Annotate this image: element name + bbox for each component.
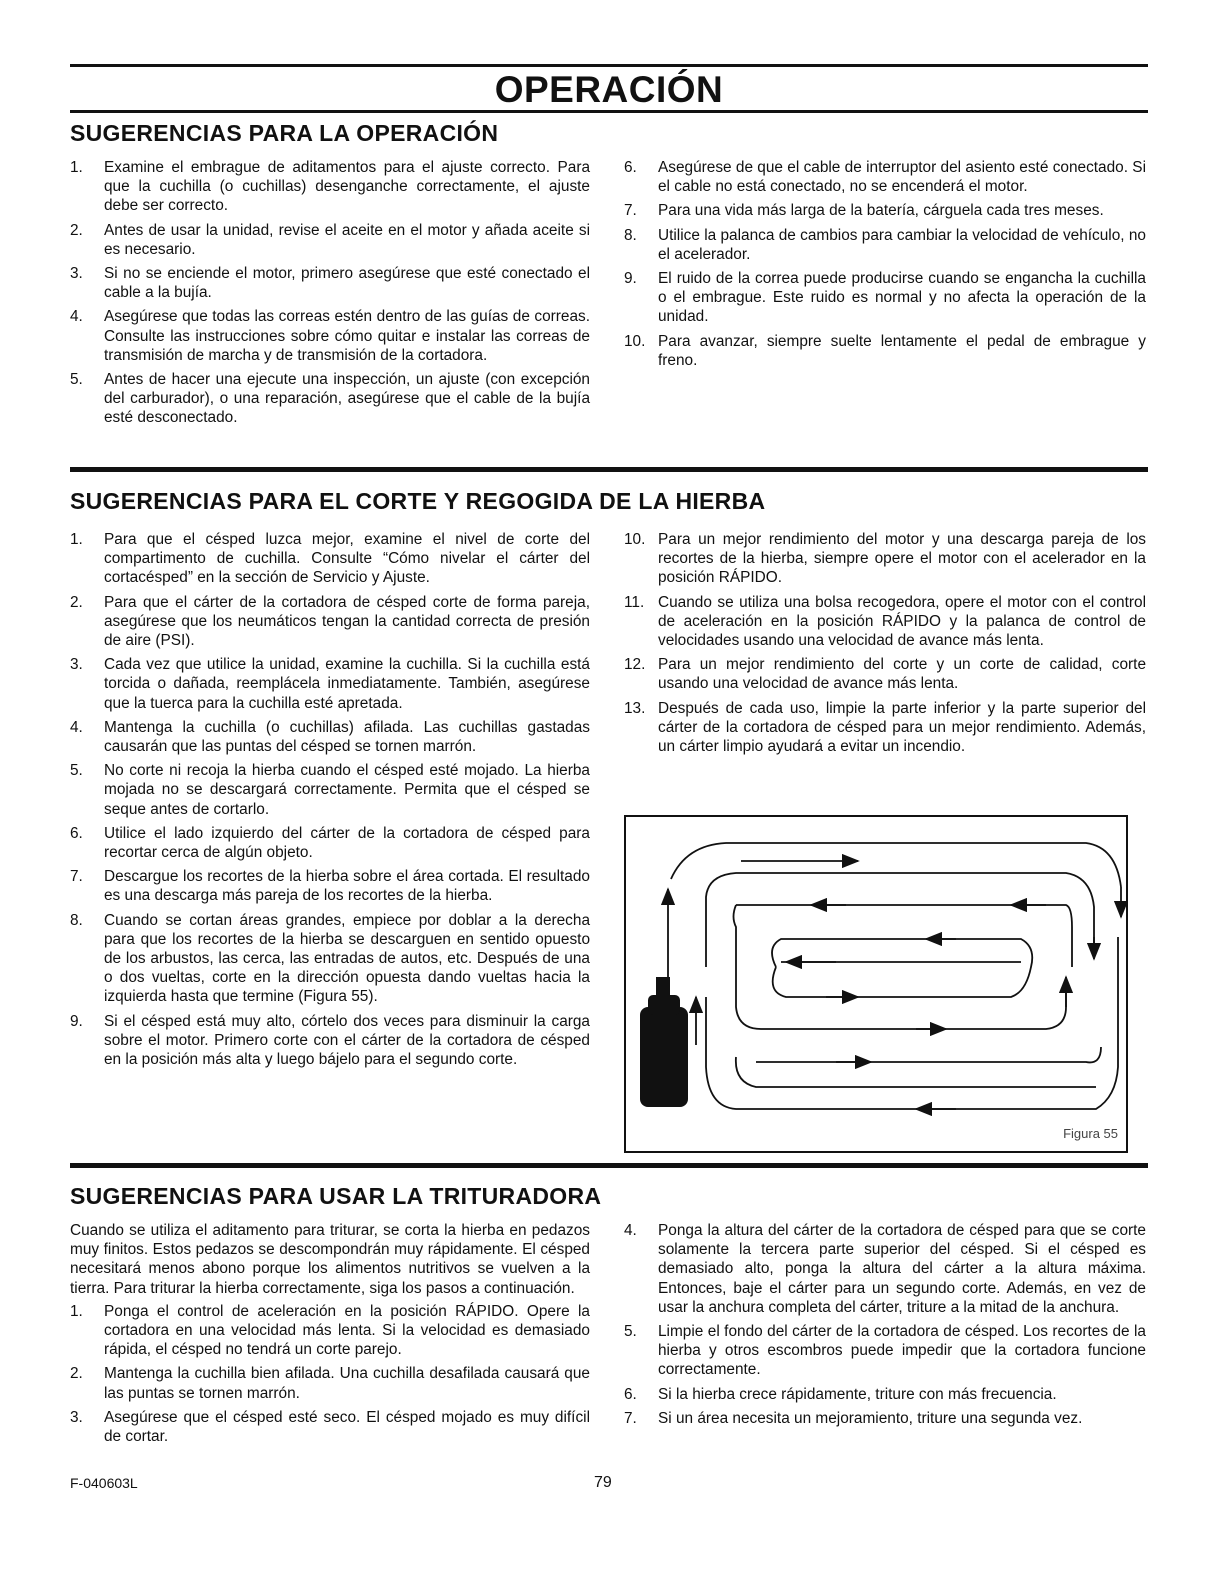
list-item xyxy=(70,655,590,713)
list-item-text: Mantenga la cuchilla (o cuchillas) afilada. Las cuchillas gastadas causarán que las puntas del césped se tornen marrón. xyxy=(104,718,590,756)
figure-caption: Figura 55 xyxy=(1063,1126,1118,1141)
list-item xyxy=(624,655,1146,693)
list-item xyxy=(624,1409,1146,1428)
list-item-text: Para un mejor rendimiento del motor y una descarga pareja de los recortes de la hierba, siempre opere el motor con el acelerador en la posición RÁPIDO. xyxy=(658,531,1146,587)
list-item-number: 1. xyxy=(70,159,83,176)
list-item xyxy=(70,824,590,862)
title-rule xyxy=(70,110,1148,113)
list-item-text: Para un mejor rendimiento del corte y un corte de calidad, corte usando una velocidad de avance más lenta. xyxy=(658,656,1146,693)
list-item-number: 11. xyxy=(624,593,645,611)
list-item xyxy=(624,269,1146,327)
page-number: 79 xyxy=(594,1474,612,1491)
trituradora-left-list xyxy=(70,1302,590,1446)
list-item-text: Si un área necesita un mejoramiento, triture una segunda vez. xyxy=(658,1409,1083,1427)
list-item-number: 7. xyxy=(624,202,637,220)
list-item xyxy=(70,221,590,259)
list-item-text: Asegúrese que el césped esté seco. El césped mojado es muy difícil de cortar. xyxy=(104,1408,590,1446)
list-item-number: 4. xyxy=(70,718,83,736)
list-item xyxy=(624,1385,1146,1404)
list-item xyxy=(624,332,1146,370)
figure-55-mowing-pattern xyxy=(624,815,1128,1153)
operacion-right-column xyxy=(624,158,1146,375)
list-item-number: 10. xyxy=(624,332,646,350)
section-title-trituradora: SUGERENCIAS PARA USAR LA TRITURADORA xyxy=(70,1183,602,1209)
mowing-pattern-diagram xyxy=(626,817,1126,1151)
trituradora-intro: Cuando se utiliza el aditamento para triturar, se corta la hierba en pedazos muy finitos. Estos pedazos se descompondrán muy rápidamente. El césped necesitará menos abono porque los alimentos nutritivos se vuelven a la tierra. Para triturar la hierba correctamente, siga los pasos a continuación. xyxy=(70,1222,590,1297)
operacion-left-list xyxy=(70,158,590,428)
list-item xyxy=(624,1221,1146,1317)
list-item-number: 2. xyxy=(70,1365,83,1383)
list-item xyxy=(70,1302,590,1360)
list-item-number: 6. xyxy=(70,824,83,842)
list-item xyxy=(70,307,590,365)
list-item-number: 4. xyxy=(624,1222,637,1239)
corte-right-column xyxy=(624,530,1146,761)
list-item xyxy=(624,226,1146,264)
list-item-number: 7. xyxy=(70,868,83,886)
list-item-text: Si el césped está muy alto, córtelo dos veces para disminuir la carga sobre el motor. Primero corte con el cárter de la cortadora de césped en la posición más alta y luego bájelo para el segundo corte. xyxy=(104,1012,590,1069)
list-item-number: 1. xyxy=(70,531,83,548)
list-item xyxy=(70,911,590,1007)
list-item-text: Asegúrese de que el cable de interruptor del asiento esté conectado. Si el cable no está conectado, no se encenderá el motor. xyxy=(658,159,1146,196)
list-item-text: Limpie el fondo del cárter de la cortadora de césped. Los recortes de la hierba y otros escombros puede impedir que la cortadora funcione correctamente. xyxy=(658,1323,1146,1379)
list-item xyxy=(624,593,1146,651)
list-item-text: Antes de usar la unidad, revise el aceite en el motor y añada aceite si es necesario. xyxy=(104,221,590,258)
list-item-text: Utilice el lado izquierdo del cárter de la cortadora de césped para recortar cerca de algún objeto. xyxy=(104,824,590,862)
list-item-number: 2. xyxy=(70,593,83,611)
document-code: F-040603L xyxy=(70,1475,138,1491)
list-item xyxy=(70,1408,590,1446)
list-item-text: Para avanzar, siempre suelte lentamente el pedal de embrague y freno. xyxy=(658,332,1146,369)
list-item-number: 8. xyxy=(70,911,83,929)
operacion-left-column xyxy=(70,158,590,433)
list-item-text: Ponga el control de aceleración en la posición RÁPIDO. Opere la cortadora en una velocidad más lenta. Si la velocidad es demasiado rápida, el césped no tendrá un corte parejo. xyxy=(104,1302,590,1359)
list-item-text: Para que el cárter de la cortadora de césped corte de forma pareja, asegúrese que los neumáticos tengan la cantidad correcta de presión de aire (PSI). xyxy=(104,593,590,650)
list-item-number: 3. xyxy=(70,1408,83,1426)
list-item-number: 3. xyxy=(70,265,83,283)
list-item-text: Para que el césped luzca mejor, examine el nivel de corte del compartimento de cuchilla. Consulte “Cómo nivelar el cárter del cortacésped” en la sección de Servicio y Ajuste. xyxy=(104,531,590,587)
list-item-number: 10. xyxy=(624,531,646,548)
list-item-text: Utilice la palanca de cambios para cambiar la velocidad de vehículo, no el acelerador. xyxy=(658,226,1146,263)
list-item-number: 1. xyxy=(70,1302,83,1320)
list-item-number: 4. xyxy=(70,308,83,326)
section-title-corte: SUGERENCIAS PARA EL CORTE Y REGOGIDA DE LA HIERBA xyxy=(70,488,766,514)
list-item-text: Para una vida más larga de la batería, cárguela cada tres meses. xyxy=(658,202,1104,220)
list-item-number: 6. xyxy=(624,1385,637,1403)
corte-right-list xyxy=(624,530,1146,756)
list-item xyxy=(70,1012,590,1070)
list-item-text: Asegúrese que todas las correas estén dentro de las guías de correas. Consulte las instrucciones sobre cómo quitar e instalar las correas de transmisión de marcha y de transmisión de la cortadora. xyxy=(104,308,590,364)
list-item-text: Examine el embrague de aditamentos para el ajuste correcto. Para que la cuchilla (o cuchillas) desenganche correctamente, el ajuste debe ser correcto. xyxy=(104,159,590,215)
list-item-number: 7. xyxy=(624,1409,637,1427)
list-item-number: 5. xyxy=(70,762,83,780)
section-title-operacion: SUGERENCIAS PARA LA OPERACIÓN xyxy=(70,120,499,146)
list-item-text: Cuando se utiliza una bolsa recogedora, opere el motor con el control de aceleración en la posición RÁPIDO y la palanca de control de velocidades usando una velocidad de avance más lenta. xyxy=(658,593,1146,650)
list-item-number: 8. xyxy=(624,226,637,244)
list-item xyxy=(624,699,1146,757)
list-item-text: El ruido de la correa puede producirse cuando se engancha la cuchilla o el embrague. Este ruido es normal y no afecta la operación de la unidad. xyxy=(658,270,1146,326)
corte-left-list xyxy=(70,530,590,1069)
list-item-number: 9. xyxy=(624,270,637,288)
trituradora-right-list xyxy=(624,1221,1146,1428)
list-item-number: 9. xyxy=(70,1012,83,1030)
list-item xyxy=(70,1364,590,1402)
list-item xyxy=(624,158,1146,196)
list-item-text: Antes de hacer una ejecute una inspección, un ajuste (con excepción del carburador), o una reparación, asegúrese que el cable de la bujía esté desconectado. xyxy=(104,371,590,427)
list-item-number: 5. xyxy=(624,1323,637,1341)
page-title: OPERACIÓN xyxy=(494,69,724,110)
list-item-text: Cuando se cortan áreas grandes, empiece por doblar a la derecha para que los recortes de la hierba se descarguen en sentido opuesto de los arbustos, las cerca, las entradas de autos, etc. Después de una o dos vueltas, corte en la dirección opuesta dando vueltas hacia la izquierda hasta que termine (Figura 55). xyxy=(104,911,590,1006)
list-item-text: Si no se enciende el motor, primero asegúrese que esté conectado el cable a la bujía. xyxy=(104,265,590,302)
trituradora-right-column xyxy=(624,1221,1146,1433)
list-item-number: 3. xyxy=(70,656,83,674)
list-item-number: 6. xyxy=(624,159,637,176)
list-item xyxy=(70,158,590,216)
trituradora-left-column xyxy=(70,1221,590,1451)
top-rule xyxy=(70,64,1148,67)
list-item-text: Mantenga la cuchilla bien afilada. Una cuchilla desafilada causará que las puntas se tornen marrón. xyxy=(104,1365,590,1402)
list-item-text: No corte ni recoja la hierba cuando el césped esté mojado. La hierba mojada no se descargará correctamente. Permita que el césped se seque antes de cortarlo. xyxy=(104,762,590,818)
list-item xyxy=(624,530,1146,588)
list-item-number: 2. xyxy=(70,221,83,239)
list-item xyxy=(624,201,1146,220)
list-item xyxy=(70,370,590,428)
corte-left-column xyxy=(70,530,590,1074)
list-item xyxy=(70,593,590,651)
list-item xyxy=(70,718,590,756)
list-item-text: Ponga la altura del cárter de la cortadora de césped para que se corte solamente la tercera parte superior del césped. Si el césped es demasiado alto, ponga la altura del cárter a la altura máxima. Entonces, baje el cárter para un segundo corte. Además, en vez de usar la anchura completa del cárter, triture a la mitad de la anchura. xyxy=(658,1222,1146,1316)
list-item xyxy=(70,264,590,302)
list-item-number: 5. xyxy=(70,371,83,389)
list-item-text: Después de cada uso, limpie la parte inferior y la parte superior del cárter de la cortadora de césped para un mejor rendimiento. Además, un cárter limpio ayudará a evitar un incendio. xyxy=(658,699,1146,756)
list-item-text: Cada vez que utilice la unidad, examine la cuchilla. Si la cuchilla está torcida o dañada, reemplácela inmediatamente. También, asegúrese que la tuerca para la cuchilla esté apretada. xyxy=(104,656,590,712)
list-item xyxy=(70,530,590,588)
operacion-right-list xyxy=(624,158,1146,370)
list-item-text: Si la hierba crece rápidamente, triture con más frecuencia. xyxy=(658,1385,1057,1403)
list-item xyxy=(70,761,590,819)
section-divider xyxy=(70,1163,1148,1168)
list-item-text: Descargue los recortes de la hierba sobre el área cortada. El resultado es una descarga más pareja de los recortes de la hierba. xyxy=(104,868,590,905)
list-item-number: 13. xyxy=(624,699,646,717)
list-item xyxy=(624,1322,1146,1380)
section-divider xyxy=(70,467,1148,472)
list-item-number: 12. xyxy=(624,656,646,674)
list-item xyxy=(70,867,590,905)
riding-mower-icon xyxy=(640,977,688,1107)
